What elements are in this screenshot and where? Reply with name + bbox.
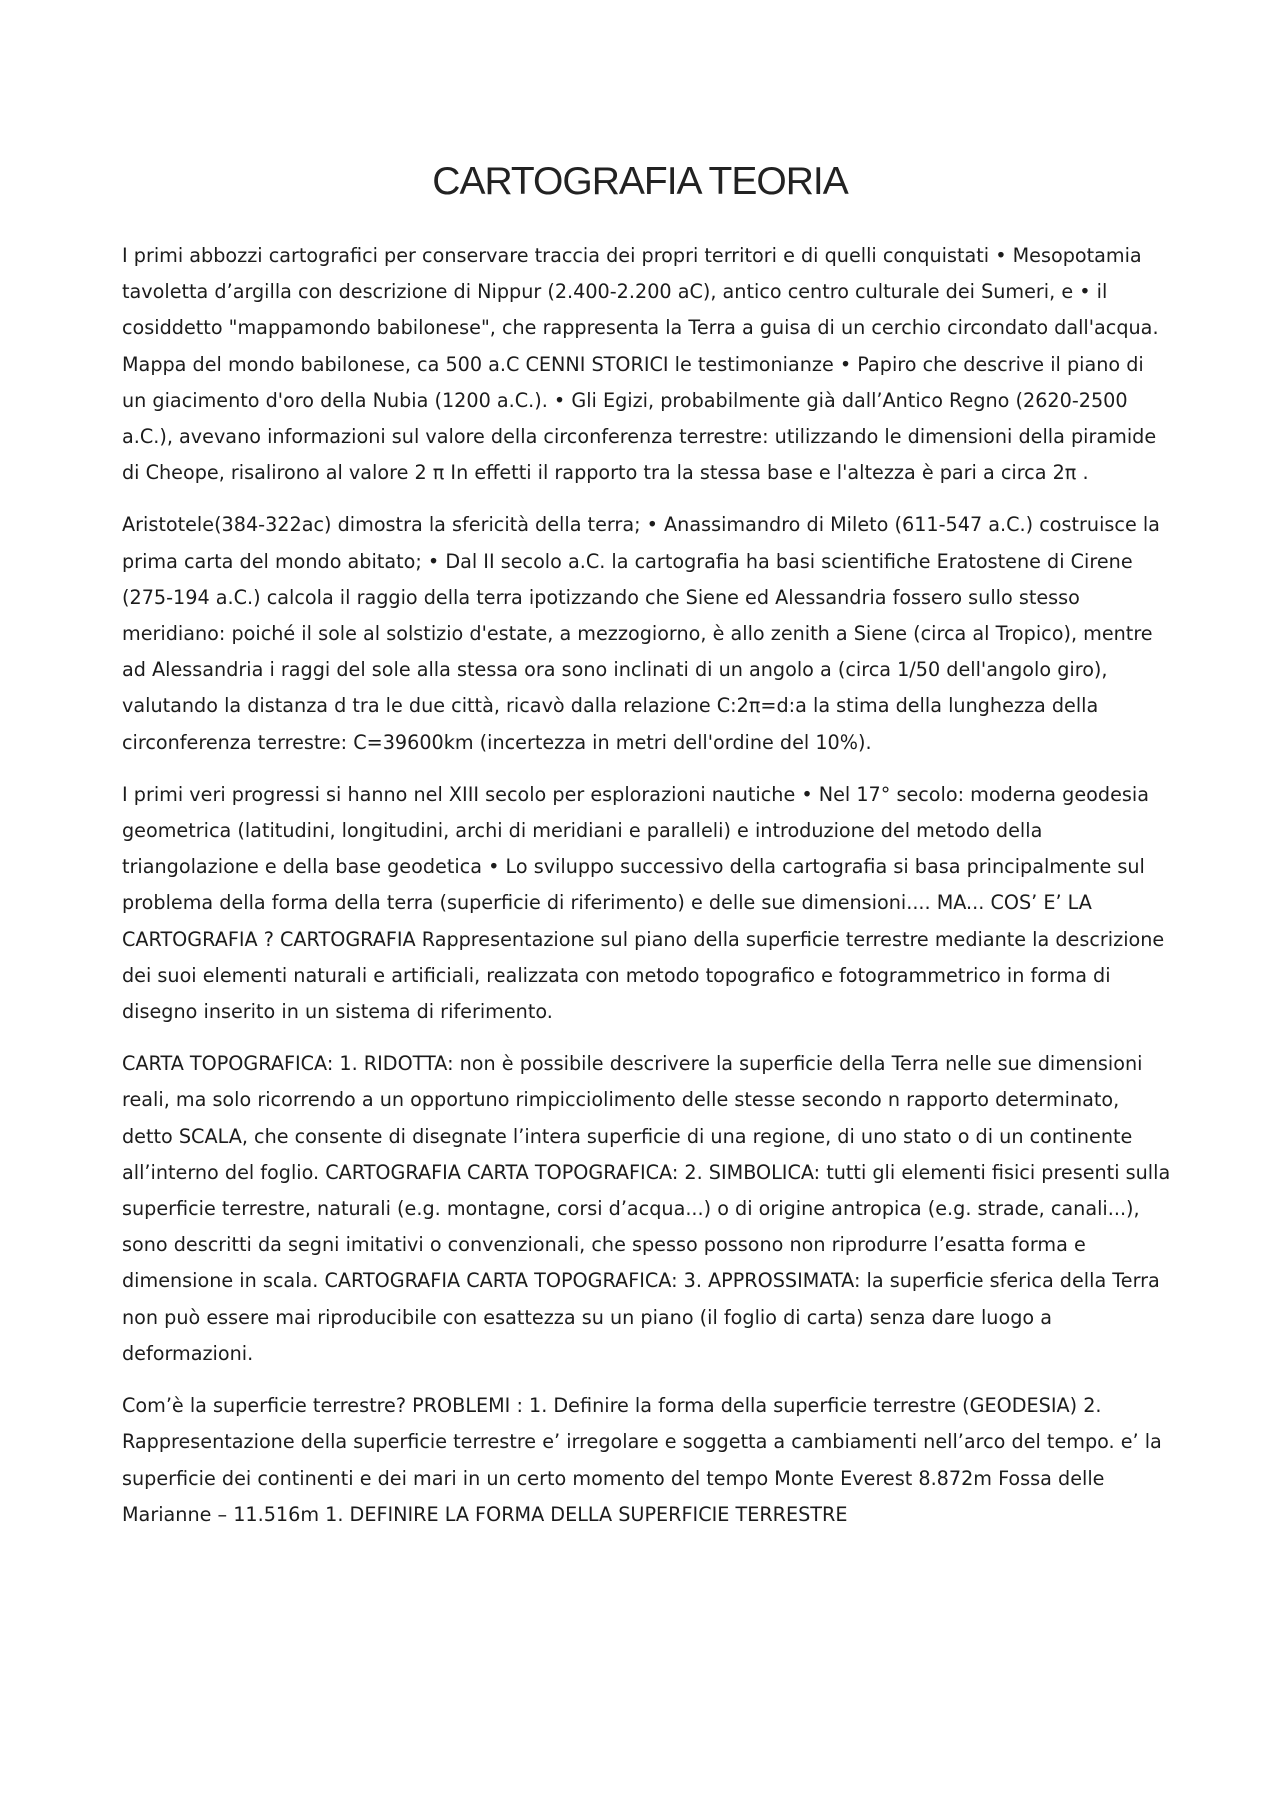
page-title: CARTOGRAFIA TEORIA xyxy=(432,160,848,203)
paragraph-cenni-storici: I primi abbozzi cartografici per conservare traccia dei propri territori e di quelli conquistati • Mesopotamia tavoletta d’argilla con descrizione di Nippur (2.400-2.200 aC), antico centro culturale dei Sumeri, e • il cosiddetto "mappamondo babilonese", che rappresenta la Terra a guisa di un cerchio circondato dall'acqua. Mappa del mondo babilonese, ca 500 a.C CENNI STORICI le testimonianze • Papiro che descrive il piano di un giacimento d'oro della Nubia (1200 a.C.). • Gli Egizi, probabilmente già dall’Antico Regno (2620-2500 a.C.), avevano informazioni sul valore della circonferenza terrestre: utilizzando le dimensioni della piramide di Cheope, risalirono al valore 2 π In effetti il rapporto tra la stessa base e l'altezza è pari a circa 2π . xyxy=(122,244,1159,485)
paragraph-progressi: I primi veri progressi si hanno nel XIII secolo per esplorazioni nautiche • Nel 17° secolo: moderna geodesia geometrica (latitudini, longitudini, archi di meridiani e paralleli) e introduzione del metodo della triangolazione e della base geodetica • Lo sviluppo successivo della cartografia si basa principalmente sul problema della forma della terra (superficie di riferimento) e delle sue dimensioni.... MA... COS’ E’ LA CARTOGRAFIA ? CARTOGRAFIA Rappresentazione sul piano della superficie terrestre mediante la descrizione dei suoi elementi naturali e artificiali, realizzata con metodo topografico e fotogrammetrico in forma di disegno inserito in un sistema di riferimento. xyxy=(122,782,1165,1024)
paragraph-carta-topografica: CARTA TOPOGRAFICA: 1. RIDOTTA: non è possibile descrivere la superficie della Terra nelle sue dimensioni reali, ma solo ricorrendo a un opportuno rimpicciolimento delle stesse secondo n rapporto determinato, detto SCALA, che consente di disegnate l’intera superficie di una regione, di uno stato o di un continente all’interno del foglio. CARTOGRAFIA CARTA TOPOGRAFICA: 2. SIMBOLICA: tutti gli elementi fisici presenti sulla superficie terrestre, naturali (e.g. montagne, corsi d’acqua...) o di origine antropica (e.g. strade, canali...), sono descritti da segni imitativi o convenzionali, che spesso possono non riprodurre l’esatta forma e dimensione in scala. CARTOGRAFIA CARTA TOPOGRAFICA: 3. APPROSSIMATA: la superficie sferica della Terra non può essere mai riproducibile con esattezza su un piano (il foglio di carta) senza dare luogo a deformazioni. xyxy=(122,1052,1171,1365)
paragraph-superficie-terrestre: Com’è la superficie terrestre? PROBLEMI : 1. Definire la forma della superficie terrestre (GEODESIA) 2. Rappresentazione della superficie terrestre e’ irregolare e soggetta a cambiamenti nell’arco del tempo. e’ la superficie dei continenti e dei mari in un certo momento del tempo Monte Everest 8.872m Fossa delle Marianne – 11.516m 1. DEFINIRE LA FORMA DELLA SUPERFICIE TERRESTRE xyxy=(122,1394,1162,1526)
document-body xyxy=(122,238,1172,1549)
paragraph-eratostene: Aristotele(384-322ac) dimostra la sfericità della terra; • Anassimandro di Mileto (611-547 a.C.) costruisce la prima carta del mondo abitato; • Dal II secolo a.C. la cartografia ha basi scientifiche Eratostene di Cirene (275-194 a.C.) calcola il raggio della terra ipotizzando che Siene ed Alessandria fossero sullo stesso meridiano: poiché il sole al solstizio d'estate, a mezzogiorno, è allo zenith a Siene (circa al Tropico), mentre ad Alessandria i raggi del sole alla stessa ora sono inclinati di un angolo a (circa 1/50 dell'angolo giro), valutando la distanza d tra le due città, ricavò dalla relazione C:2π=d:a la stima della lunghezza della circonferenza terrestre: C=39600km (incertezza in metri dell'ordine del 10%). xyxy=(122,513,1160,754)
